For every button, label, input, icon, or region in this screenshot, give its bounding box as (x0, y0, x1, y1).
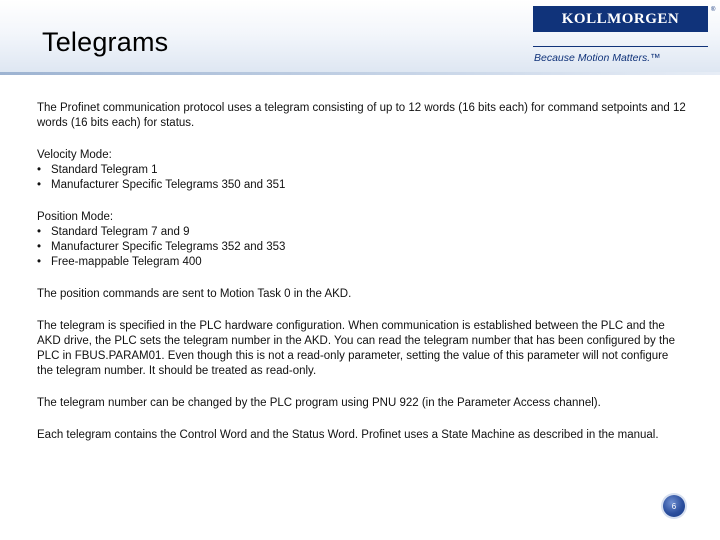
kollmorgen-logo (533, 6, 708, 32)
page-number-badge (663, 495, 685, 517)
slide-title: Telegrams (42, 27, 169, 57)
velocity-mode-heading: Velocity Mode: (37, 149, 112, 161)
logo-text: KOLLMORGEN (561, 10, 680, 27)
list-item: • Standard Telegram 7 and 9 (37, 225, 687, 240)
header-divider (0, 72, 720, 75)
list-item: • Manufacturer Specific Telegrams 350 and 351 (37, 178, 687, 193)
velocity-mode-list (37, 163, 687, 193)
slide-body (37, 101, 687, 443)
list-item: • Manufacturer Specific Telegrams 352 and 353 (37, 240, 687, 255)
logo-divider (533, 46, 708, 47)
registered-mark: ® (711, 7, 716, 13)
list-item: • Free-mappable Telegram 400 (37, 255, 687, 270)
position-mode-heading: Position Mode: (37, 211, 114, 223)
list-item: • Standard Telegram 1 (37, 163, 687, 178)
control-word-paragraph: Each telegram contains the Control Word and the Status Word. Profinet uses a State Machine as described in the manual. (37, 429, 659, 441)
intro-paragraph: The Profinet communication protocol uses a telegram consisting of up to 12 words (16 bits each) for command setpoints and 12 words (16 bits each) for status. (37, 102, 686, 129)
hardware-config-paragraph: The telegram is specified in the PLC hardware configuration. When communication is established between the PLC and the AKD drive, the PLC sets the telegram number in the AKD. You can read the telegram number that has been configured by the PLC in FBUS.PARAM01. Even though this is not a read-only parameter, setting the value of this parameter will not configure the telegram number. It should be treated as read-only. (37, 320, 675, 377)
page-number: 6 (671, 501, 677, 511)
brand-tagline: Because Motion Matters.™ (534, 52, 661, 64)
pnu-paragraph: The telegram number can be changed by the PLC program using PNU 922 (in the Parameter Access channel). (37, 397, 601, 409)
position-mode-list (37, 225, 687, 270)
position-note-paragraph: The position commands are sent to Motion Task 0 in the AKD. (37, 288, 352, 300)
